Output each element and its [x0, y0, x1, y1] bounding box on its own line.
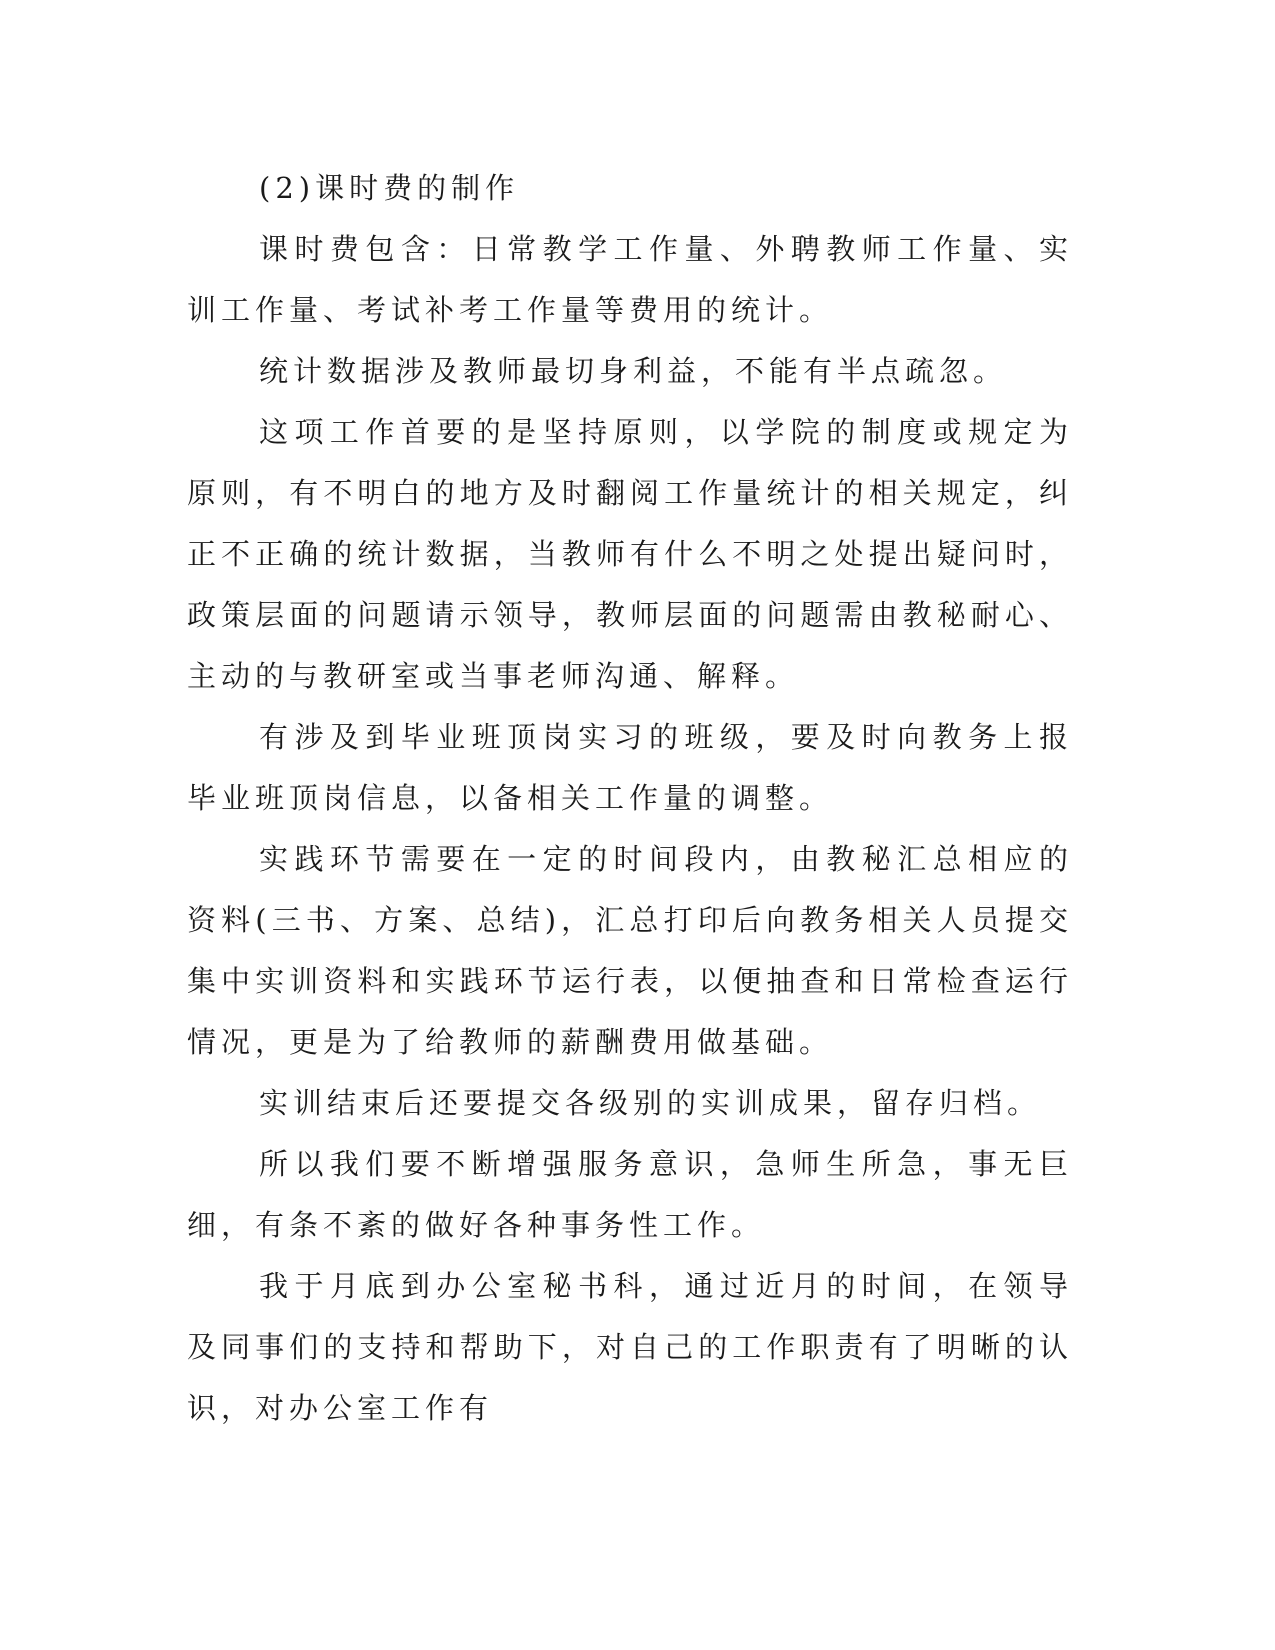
document-body: [187, 158, 1073, 1439]
section-heading: (2)课时费的制作: [259, 171, 520, 205]
paragraph: 实训结束后还要提交各级别的实训成果，留存归档。: [259, 1086, 1042, 1120]
paragraph: 所以我们要不断增强服务意识，急师生所急，事无巨细，有条不紊的做好各种事务性工作。: [187, 1147, 1073, 1242]
paragraph: 这项工作首要的是坚持原则，以学院的制度或规定为原则，有不明白的地方及时翻阅工作量统计的相关规定，纠正不正确的统计数据，当教师有什么不明之处提出疑问时，政策层面的问题请示领导，教师层面的问题需由教秘耐心、主动的与教研室或当事老师沟通、解释。: [187, 415, 1073, 693]
paragraph: 统计数据涉及教师最切身利益，不能有半点疏忽。: [259, 354, 1008, 388]
paragraph: 有涉及到毕业班顶岗实习的班级，要及时向教务上报毕业班顶岗信息，以备相关工作量的调整。: [187, 720, 1073, 815]
paragraph: 我于月底到办公室秘书科，通过近月的时间，在领导及同事们的支持和帮助下，对自己的工作职责有了明晰的认识，对办公室工作有: [187, 1269, 1073, 1425]
paragraph: 实践环节需要在一定的时间段内，由教秘汇总相应的资料(三书、方案、总结)，汇总打印后向教务相关人员提交集中实训资料和实践环节运行表，以便抽查和日常检查运行情况，更是为了给教师的薪酬费用做基础。: [187, 842, 1073, 1059]
paragraph: 课时费包含：日常教学工作量、外聘教师工作量、实训工作量、考试补考工作量等费用的统计。: [187, 232, 1073, 327]
